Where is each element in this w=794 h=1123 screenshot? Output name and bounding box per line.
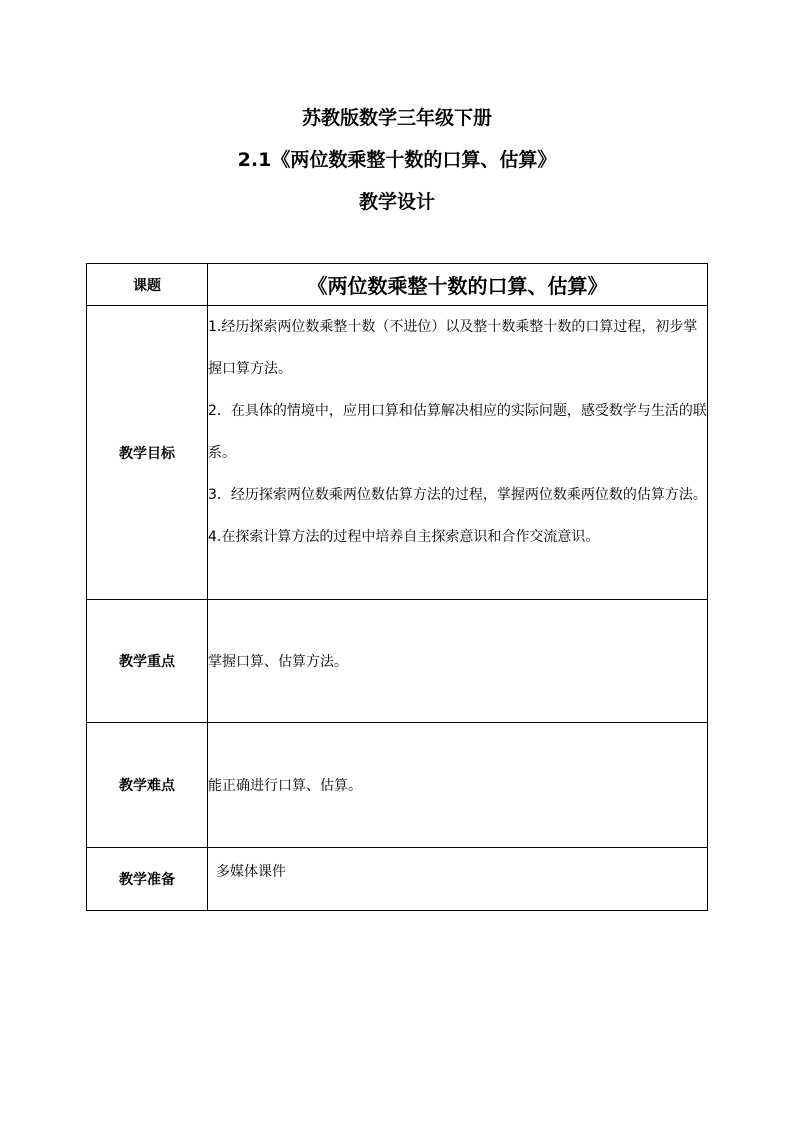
lesson-title: 2.1《两位数乘整十数的口算、估算》 <box>237 149 557 171</box>
document-subtitle: 教学设计 <box>358 191 435 213</box>
table-row-goals <box>87 306 708 600</box>
lesson-plan-table <box>86 263 708 911</box>
goal-item-3: 3．经历探索两位数乘两位数估算方法的过程，掌握两位数乘两位数的估算方法。 <box>208 487 707 503</box>
preparation-label: 教学准备 <box>87 848 208 911</box>
topic-value: 《两位数乘整十数的口算、估算》 <box>208 264 708 306</box>
document-title: 苏教版数学三年级下册 <box>301 107 492 129</box>
topic-label: 课题 <box>87 264 208 306</box>
table-row-preparation <box>87 848 708 911</box>
table-row-difficulties <box>87 723 708 848</box>
preparation-value: 多媒体课件 <box>208 848 708 911</box>
key-points-value: 掌握口算、估算方法。 <box>208 600 708 723</box>
goal-item-2: 2．在具体的情境中，应用口算和估算解决相应的实际问题，感受数学与生活的联系。 <box>208 403 707 461</box>
goals-label: 教学目标 <box>87 306 208 600</box>
table-row-key-points <box>87 600 708 723</box>
goal-item-4: 4.在探索计算方法的过程中培养自主探索意识和合作交流意识。 <box>208 529 600 545</box>
difficulties-value: 能正确进行口算、估算。 <box>208 723 708 848</box>
goals-cell <box>208 306 708 600</box>
key-points-label: 教学重点 <box>87 600 208 723</box>
difficulties-label: 教学难点 <box>87 723 208 848</box>
table-row-topic <box>87 264 708 306</box>
goal-item-1: 1.经历探索两位数乘整十数（不进位）以及整十数乘整十数的口算过程，初步掌握口算方法。 <box>208 319 698 377</box>
